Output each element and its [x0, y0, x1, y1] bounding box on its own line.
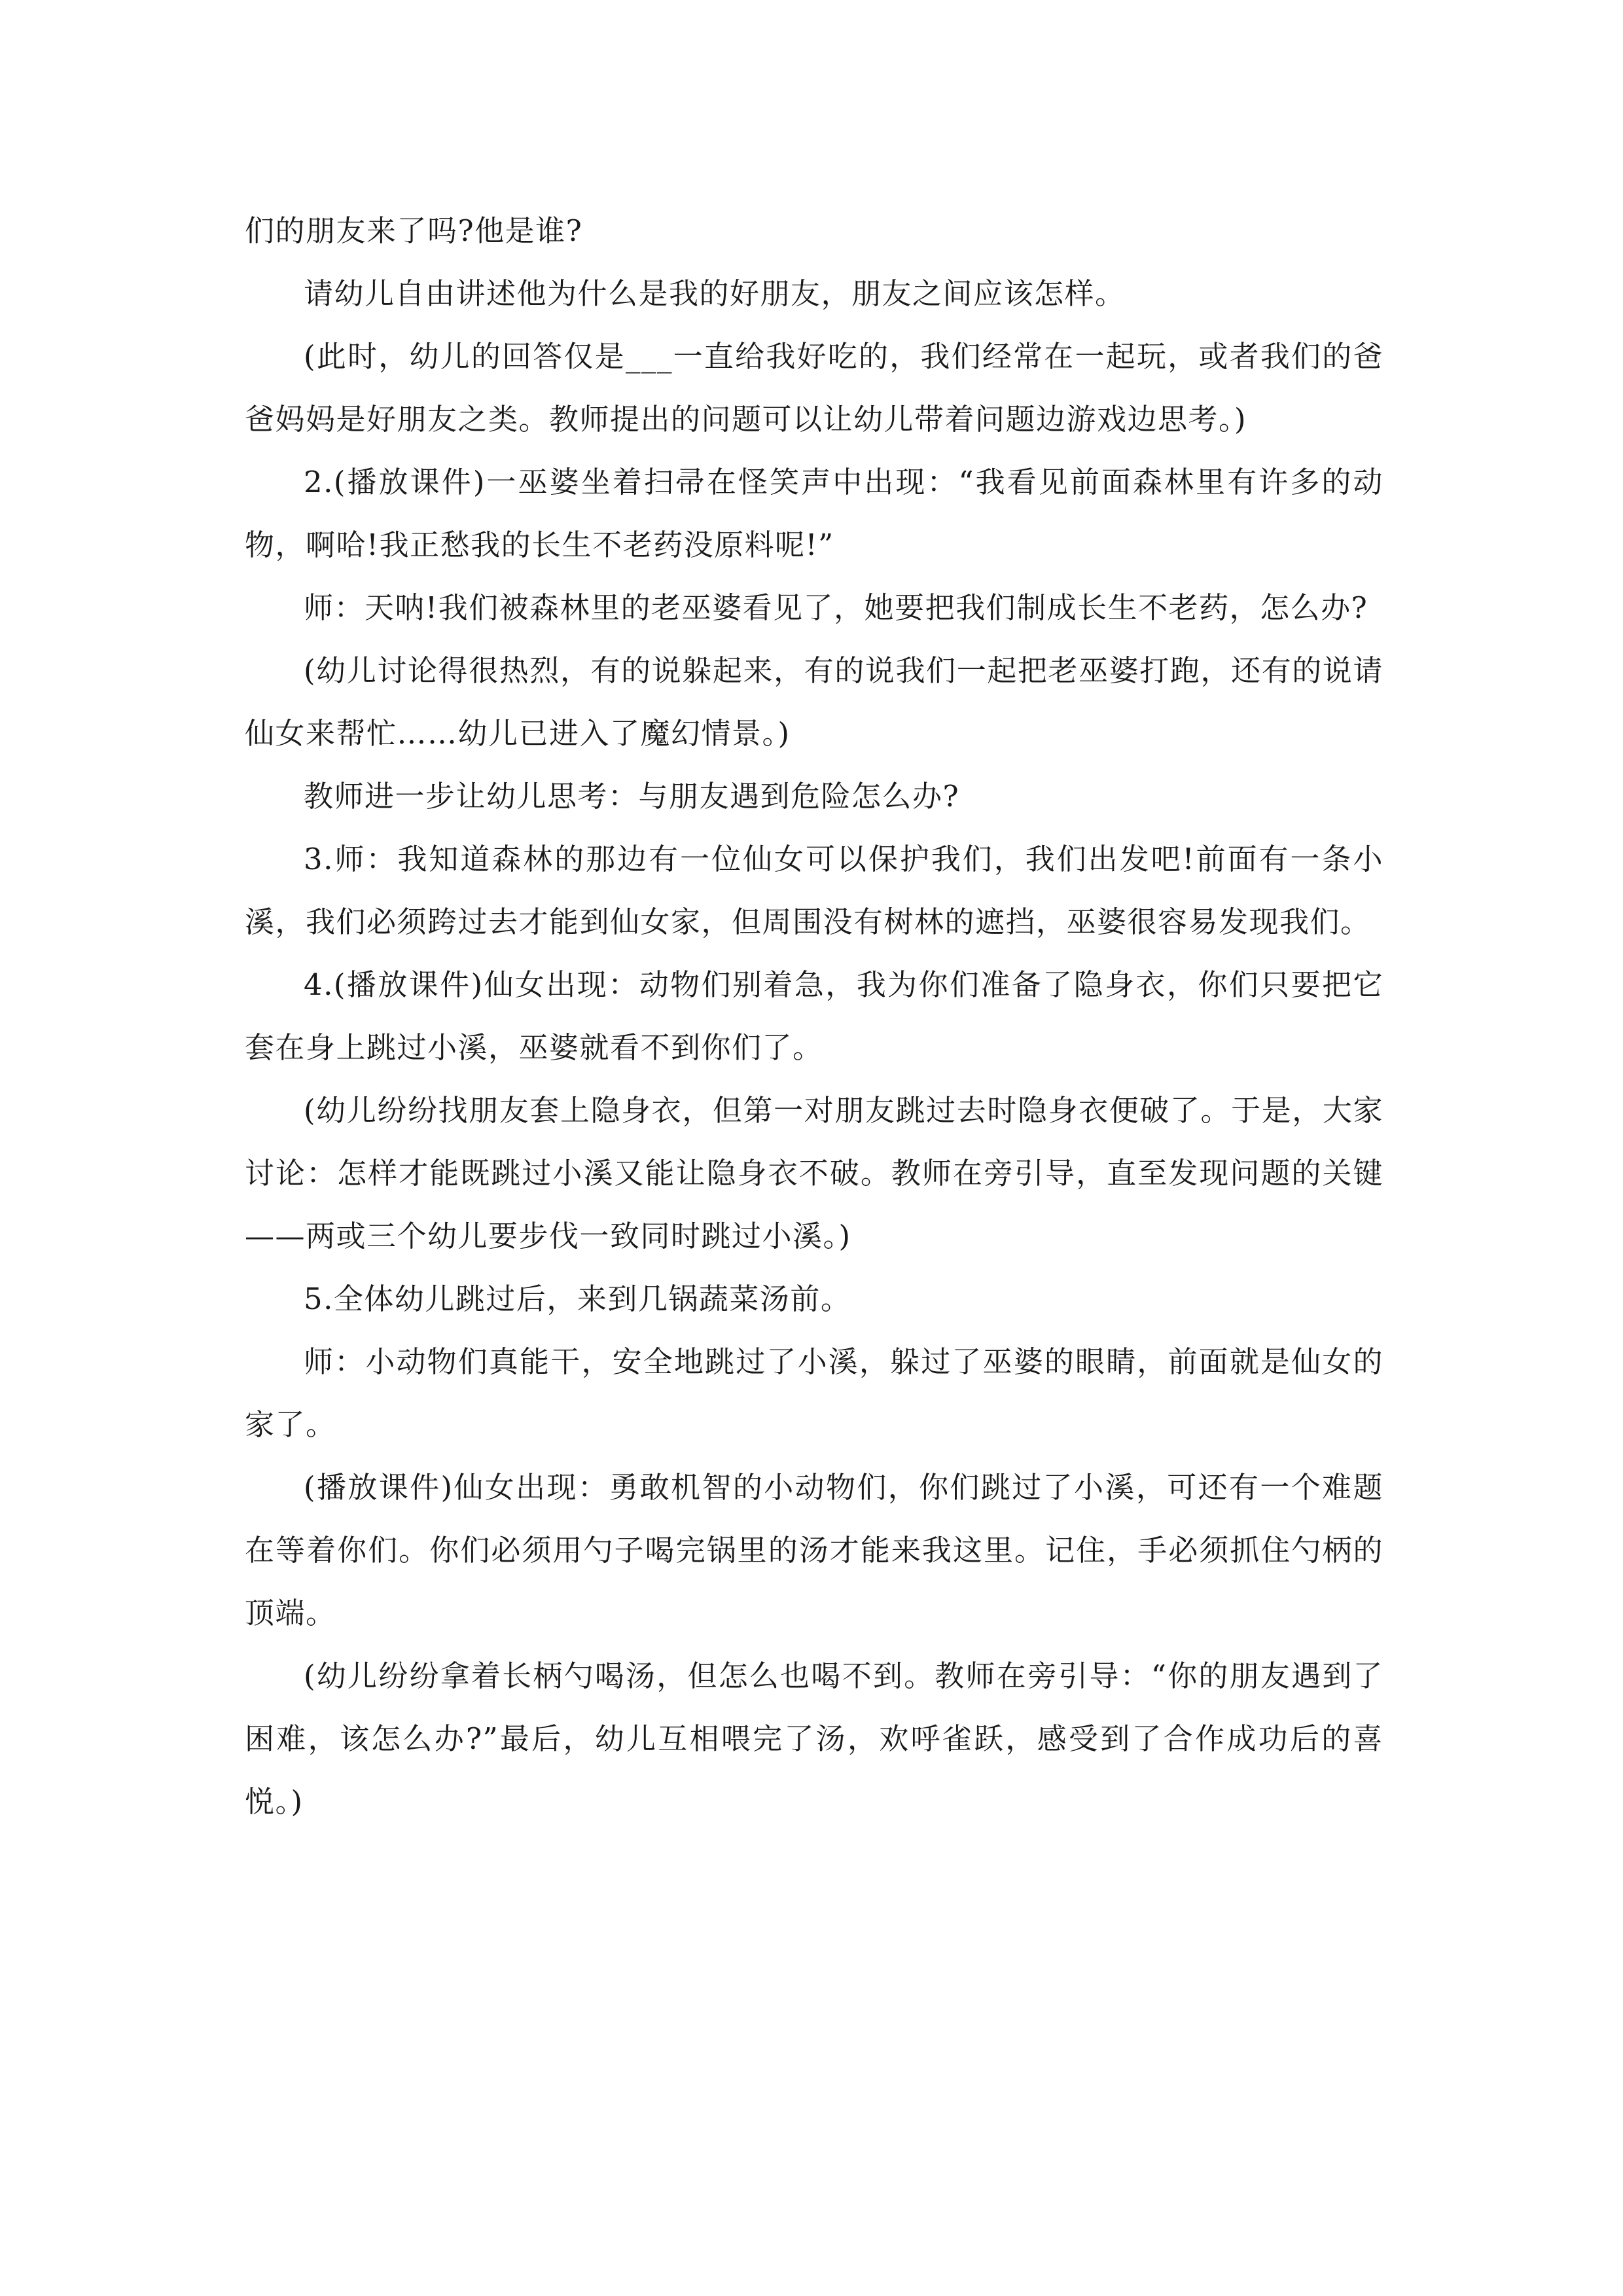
paragraph-teacher-prompt: 教师进一步让幼儿思考：与朋友遇到危险怎么办?	[304, 779, 960, 814]
paragraph-note: (此时，幼儿的回答仅是___一直给我好吃的，我们经常在一起玩，或者我们的爸爸妈妈是好朋友之类。教师提出的问题可以让幼儿带着问题边游戏边思考。)	[245, 339, 1383, 437]
paragraph-teacher-line: 师：小动物们真能干，安全地跳过了小溪，躲过了巫婆的眼睛，前面就是仙女的家了。	[245, 1344, 1383, 1442]
paragraph-step-5: 5.全体幼儿跳过后，来到几锅蔬菜汤前。	[304, 1282, 851, 1316]
paragraph-note: (幼儿纷纷拿着长柄勺喝汤，但怎么也喝不到。教师在旁引导：“你的朋友遇到了困难，该怎么办?”最后，幼儿互相喂完了汤，欢呼雀跃，感受到了合作成功后的喜悦。)	[245, 1659, 1383, 1819]
paragraph-note: (幼儿讨论得很热烈，有的说躲起来，有的说我们一起把老巫婆打跑，还有的说请仙女来帮忙……幼儿已进入了魔幻情景。)	[245, 653, 1383, 751]
paragraph-continuation: 们的朋友来了吗?他是谁?	[245, 213, 583, 248]
paragraph-note: (幼儿纷纷找朋友套上隐身衣，但第一对朋友跳过去时隐身衣便破了。于是，大家讨论：怎样才能既跳过小溪又能让隐身衣不破。教师在旁引导，直至发现问题的关键——两或三个幼儿要步伐一致同时跳过小溪。)	[245, 1093, 1383, 1253]
paragraph-step-2: 2.(播放课件)一巫婆坐着扫帚在怪笑声中出现：“我看见前面森林里有许多的动物，啊哈!我正愁我的长生不老药没原料呢!”	[245, 465, 1383, 562]
paragraph-teacher-line: 师：天呐!我们被森林里的老巫婆看见了，她要把我们制成长生不老药，怎么办?	[304, 590, 1368, 625]
document-body	[245, 200, 1383, 1833]
paragraph-courseware: (播放课件)仙女出现：勇敢机智的小动物们，你们跳过了小溪，可还有一个难题在等着你们。你们必须用勺子喝完锅里的汤才能来我这里。记住，手必须抓住勺柄的顶端。	[245, 1470, 1383, 1630]
paragraph-narration: 请幼儿自由讲述他为什么是我的好朋友，朋友之间应该怎样。	[304, 276, 1126, 311]
paragraph-step-3: 3.师：我知道森林的那边有一位仙女可以保护我们，我们出发吧!前面有一条小溪，我们必须跨过去才能到仙女家，但周围没有树林的遮挡，巫婆很容易发现我们。	[245, 842, 1383, 939]
paragraph-step-4: 4.(播放课件)仙女出现：动物们别着急，我为你们准备了隐身衣，你们只要把它套在身上跳过小溪，巫婆就看不到你们了。	[245, 967, 1383, 1065]
